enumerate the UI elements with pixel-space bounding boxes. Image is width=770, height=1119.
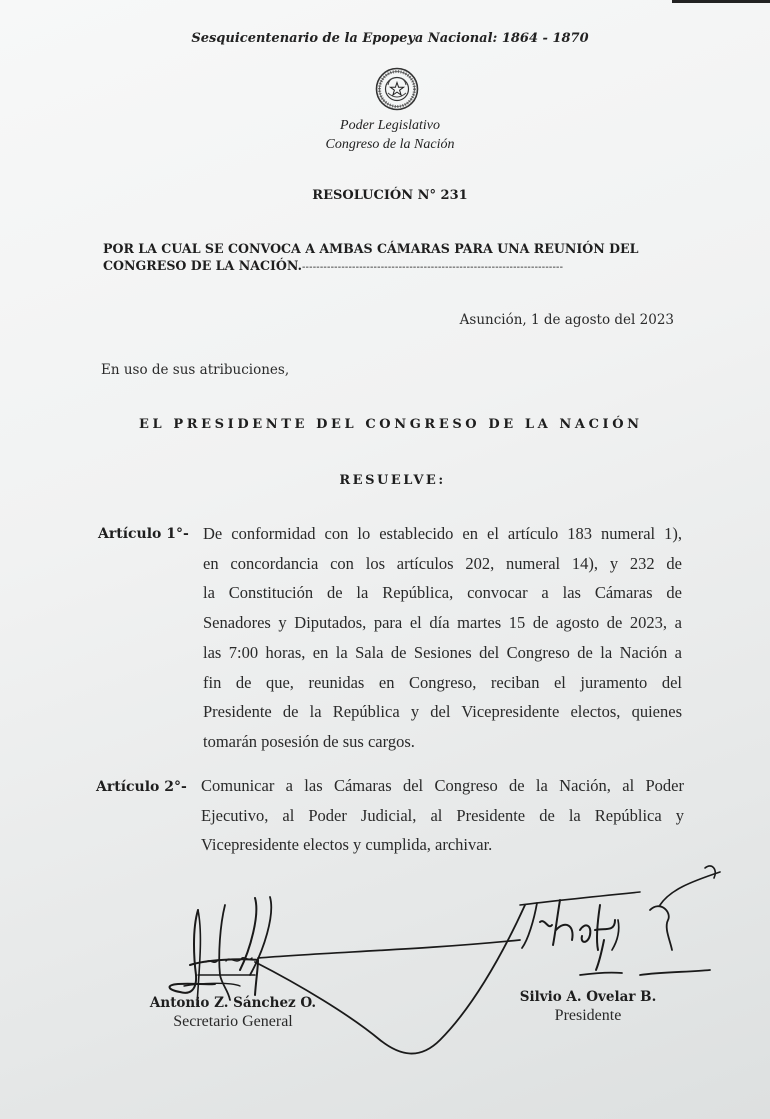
signatory-secretary: [138, 995, 328, 1031]
article-1-line: la Constitución de la República, convocar a las Cámaras de: [203, 583, 682, 603]
page-edge-shadow: [672, 0, 770, 3]
institution-heading: [0, 116, 770, 154]
article-1-line: fin de que, reunidas en Congreso, reciban el juramento del: [203, 672, 682, 692]
article-1-label: Artículo 1°-: [98, 526, 189, 542]
subject-line-2-text: CONGRESO DE LA NACIÓN.: [103, 258, 302, 273]
institution-line-1: Poder Legislativo: [340, 118, 440, 133]
preamble: En uso de sus atribuciones,: [101, 362, 290, 378]
article-1-line: Presidente de la República y del Vicepresidente electos, quienes: [203, 702, 682, 722]
national-seal-icon: [375, 67, 419, 111]
article-2-line: Vicepresidente electos y cumplida, archivar.: [201, 835, 493, 855]
article-1-line: tomarán posesión de sus cargos.: [203, 731, 415, 751]
institution-line-2: Congreso de la Nación: [325, 137, 455, 152]
article-1-body: [203, 519, 682, 757]
article-1-line: De conformidad con lo establecido en el artículo 183 numeral 1),: [203, 524, 682, 543]
article-2-body: [201, 771, 684, 860]
resolution-subject: [103, 240, 683, 276]
subject-dashes: -------------------------------------------------------------------------: [301, 262, 564, 273]
authority-heading: EL PRESIDENTE DEL CONGRESO DE LA NACIÓN: [139, 417, 643, 432]
article-2-label: Artículo 2°-: [96, 779, 187, 795]
article-2-line: Comunicar a las Cámaras del Congreso de la Nación, al Poder: [201, 776, 684, 795]
resolves-heading: RESUELVE:: [339, 473, 446, 488]
article-1-line: en concordancia con los artículos 202, numeral 14), y 232 de: [203, 553, 682, 573]
signatory-president-role: Presidente: [554, 1007, 622, 1024]
document-date: Asunción, 1 de agosto del 2023: [459, 312, 674, 328]
signatory-secretary-role: Secretario General: [173, 1013, 293, 1030]
subject-line-1: POR LA CUAL SE CONVOCA A AMBAS CÁMARAS PARA UNA REUNIÓN DEL: [103, 241, 639, 256]
subject-line-2: [103, 257, 683, 276]
article-2-line: Ejecutivo, al Poder Judicial, al Presidente de la República y: [201, 805, 684, 825]
article-1-line: Senadores y Diputados, para el día martes 15 de agosto de 2023, a: [203, 613, 682, 633]
signatory-president: [518, 989, 658, 1025]
article-1-line: las 7:00 horas, en la Sala de Sesiones del Congreso de la Nación a: [203, 642, 682, 662]
commemorative-motto: Sesquicentenario de la Epopeya Nacional: 1864 - 1870: [191, 31, 589, 46]
signatory-president-name: Silvio A. Ovelar B.: [519, 989, 657, 1005]
resolution-title: RESOLUCIÓN N° 231: [312, 188, 468, 203]
signatory-secretary-name: Antonio Z. Sánchez O.: [149, 995, 317, 1011]
